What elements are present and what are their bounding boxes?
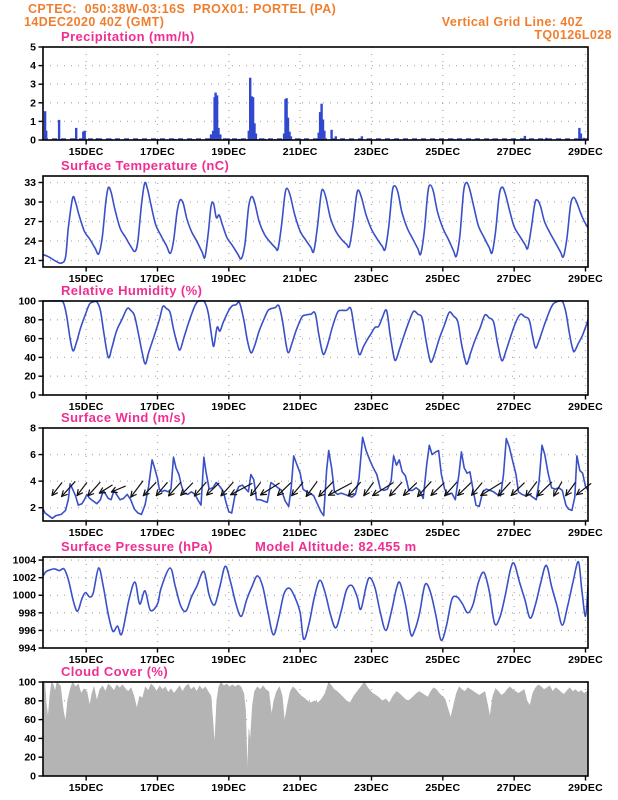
x-tick-label: 27DEC: [496, 146, 532, 158]
panel-surface-temperature: [24, 158, 603, 285]
axis-box: [43, 176, 588, 267]
y-tick-label: 20: [24, 370, 36, 383]
y-tick-label: 33: [24, 177, 36, 189]
y-tick-label: 30: [24, 196, 36, 209]
x-tick-label: 19DEC: [211, 273, 247, 285]
header-run-datetime: 14DEC2020 40Z (GMT): [24, 15, 165, 29]
x-tick-label: 17DEC: [140, 401, 175, 413]
wind-arrow-icon: [77, 483, 87, 496]
x-tick-label: 15DEC: [68, 527, 104, 539]
y-tick-label: 6: [30, 449, 36, 462]
x-tick-label: 25DEC: [425, 654, 461, 666]
y-tick-label: 0: [30, 770, 36, 783]
wind-arrow-icon: [251, 483, 261, 496]
wind-arrow-icon: [52, 483, 62, 496]
grid-lines: [43, 47, 588, 140]
wind-arrow-icon: [445, 482, 457, 495]
relative-humidity-curve: [43, 300, 588, 364]
wind-arrow-icon: [458, 483, 471, 496]
wind-direction-arrows: [52, 481, 591, 497]
y-tick-label: 100: [18, 676, 36, 689]
precip-bar: [58, 120, 60, 140]
y-tick-label: 3: [30, 78, 36, 91]
x-tick-label: 15DEC: [68, 654, 104, 666]
x-tick-label: 19DEC: [211, 782, 247, 794]
y-tick-label: 27: [24, 216, 36, 228]
x-tick-label: 17DEC: [140, 527, 175, 539]
x-tick-label: 29DEC: [568, 527, 603, 539]
x-tick-label: 25DEC: [425, 401, 461, 413]
y-tick-label: 1004: [12, 554, 36, 567]
panel-subtitle-surface-pressure: Model Altitude: 82.455 m: [255, 539, 417, 554]
x-tick-label: 17DEC: [140, 782, 175, 794]
y-tick-label: 2: [30, 502, 36, 515]
precip-bar: [210, 134, 212, 140]
x-tick-label: 17DEC: [140, 654, 175, 666]
y-tick-label: 8: [30, 422, 36, 435]
x-tick-label: 23DEC: [354, 654, 389, 666]
wind-arrow-icon: [566, 483, 575, 496]
surface-wind-curve: [43, 437, 588, 518]
y-tick-label: 24: [24, 235, 36, 248]
x-tick-label: 29DEC: [568, 273, 603, 285]
y-tick-label: 0: [30, 389, 36, 402]
x-tick-label: 21DEC: [282, 654, 318, 666]
wind-arrow-icon: [111, 486, 125, 492]
wind-arrow-icon: [537, 482, 551, 496]
panel-precipitation: [30, 29, 603, 158]
x-tick-label: 29DEC: [568, 401, 603, 413]
x-tick-label: 27DEC: [496, 273, 532, 285]
x-tick-label: 17DEC: [140, 146, 175, 158]
y-tick-label: 1: [30, 115, 36, 128]
axis-box: [43, 47, 588, 140]
precip-bar: [75, 128, 77, 140]
wind-arrow-icon: [526, 482, 537, 496]
x-tick-label: 29DEC: [568, 782, 603, 794]
header-product-code: TQ0126L028: [534, 28, 612, 42]
wind-arrow-icon: [278, 483, 291, 496]
panel-title-surface-wind: Surface Wind (m/s): [61, 410, 186, 425]
wind-arrow-icon: [498, 482, 510, 495]
panel-title-surface-pressure: Surface Pressure (hPa): [61, 539, 213, 554]
y-tick-label: 4: [30, 475, 36, 488]
panel-relative-humidity: [18, 283, 603, 413]
axis-box: [43, 557, 588, 648]
x-tick-label: 19DEC: [211, 654, 247, 666]
x-tick-label: 15DEC: [68, 401, 104, 413]
x-tick-label: 19DEC: [211, 401, 247, 413]
x-tick-label: 25DEC: [425, 146, 461, 158]
wind-arrow-icon: [431, 483, 444, 496]
x-tick-label: 23DEC: [354, 273, 389, 285]
x-tick-label: 27DEC: [496, 782, 532, 794]
y-tick-label: 998: [18, 607, 36, 620]
wind-arrow-icon: [481, 483, 501, 496]
y-tick-label: 4: [30, 60, 36, 73]
y-tick-label: 2: [30, 97, 36, 110]
x-tick-label: 23DEC: [354, 401, 389, 413]
x-tick-label: 15DEC: [68, 782, 104, 794]
wind-arrow-icon: [195, 482, 207, 496]
y-tick-label: 5: [30, 41, 36, 54]
y-tick-label: 100: [18, 295, 36, 308]
panel-surface-wind: [30, 410, 603, 539]
precip-bar: [580, 134, 582, 141]
panel-title-surface-temperature: Surface Temperature (nC): [61, 158, 230, 173]
y-tick-label: 40: [24, 351, 36, 364]
y-tick-label: 1002: [12, 572, 36, 585]
x-tick-label: 23DEC: [354, 146, 389, 158]
wind-arrow-icon: [472, 483, 482, 495]
y-tick-label: 60: [24, 714, 36, 727]
x-tick-label: 23DEC: [354, 782, 389, 794]
x-tick-label: 19DEC: [211, 146, 247, 158]
panel-title-relative-humidity: Relative Humidity (%): [61, 283, 203, 298]
x-tick-label: 27DEC: [496, 654, 532, 666]
panel-title-precipitation: Precipitation (mm/h): [61, 29, 195, 44]
panel-title-cloud-cover: Cloud Cover (%): [61, 664, 169, 679]
panel-surface-pressure: [13, 539, 603, 666]
precip-bars: [44, 78, 588, 140]
grid-lines: [43, 557, 588, 648]
y-tick-label: 80: [24, 314, 36, 327]
header-vertical-grid-line-label: Vertical Grid Line: 40Z: [441, 15, 583, 29]
x-tick-label: 21DEC: [282, 273, 318, 285]
grid-lines: [43, 176, 588, 267]
y-tick-label: 0: [30, 134, 36, 147]
x-tick-label: 23DEC: [354, 527, 389, 539]
x-tick-label: 21DEC: [282, 401, 318, 413]
wind-arrow-icon: [88, 482, 100, 495]
x-tick-label: 27DEC: [496, 401, 532, 413]
wind-arrow-icon: [292, 483, 303, 496]
x-tick-label: 21DEC: [282, 527, 318, 539]
panel-cloud-cover: [18, 664, 603, 794]
x-tick-label: 15DEC: [68, 273, 104, 285]
x-tick-label: 15DEC: [68, 146, 104, 158]
wind-arrow-icon: [131, 481, 143, 497]
y-tick-label: 994: [18, 642, 36, 655]
y-tick-label: 996: [18, 624, 36, 637]
wind-arrow-icon: [181, 483, 193, 495]
y-tick-label: 21: [24, 255, 36, 267]
precip-bar: [219, 134, 221, 140]
y-tick-label: 40: [24, 732, 36, 745]
header-station-line: CPTEC: 050:38W-03:16S PROX01: PORTEL (PA): [28, 2, 337, 16]
x-tick-label: 25DEC: [425, 273, 461, 285]
surface-pressure-curve: [43, 562, 588, 641]
x-tick-label: 17DEC: [140, 273, 175, 285]
y-tick-label: 60: [24, 333, 36, 346]
x-tick-label: 21DEC: [282, 146, 318, 158]
cloud-area: [43, 682, 588, 776]
x-tick-label: 21DEC: [282, 782, 318, 794]
y-tick-label: 20: [24, 751, 36, 764]
y-tick-label: 1000: [12, 589, 36, 602]
x-tick-label: 27DEC: [496, 527, 532, 539]
precip-bar: [255, 134, 257, 141]
x-tick-label: 29DEC: [568, 146, 603, 158]
surface-temperature-curve: [43, 182, 588, 263]
wind-arrow-icon: [306, 482, 317, 497]
y-tick-label: 80: [24, 695, 36, 708]
x-tick-label: 29DEC: [568, 654, 603, 666]
x-tick-label: 25DEC: [425, 782, 461, 794]
x-tick-label: 25DEC: [425, 527, 461, 539]
wind-arrow-icon: [364, 483, 373, 496]
wind-arrow-icon: [99, 485, 112, 493]
x-tick-label: 19DEC: [211, 527, 247, 539]
